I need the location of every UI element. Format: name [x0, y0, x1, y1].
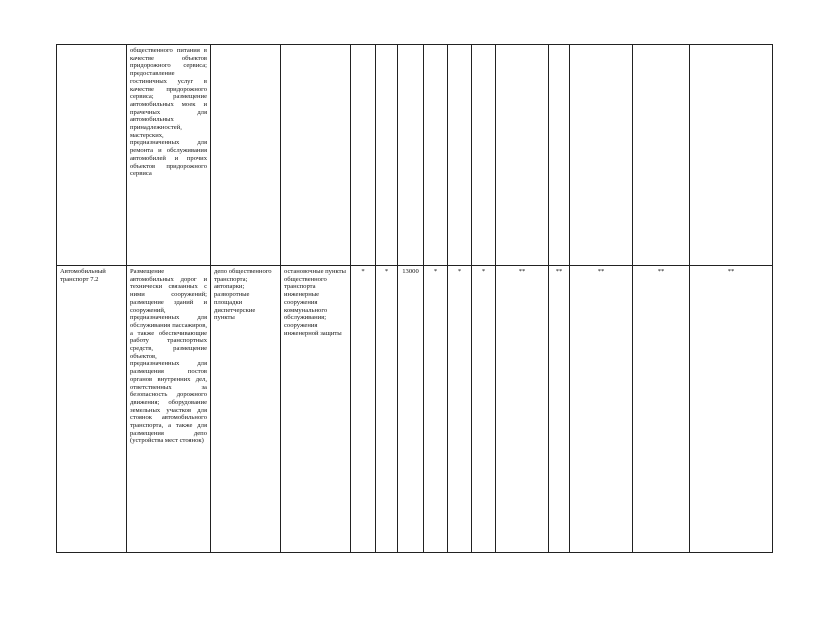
param-cell: *	[448, 266, 472, 553]
land-use-regulations-table	[56, 44, 773, 553]
conditional-use-cell: остановочные пункты общественного транспорта инженерные сооружения коммунального обслуживания; сооружения инженерной защиты	[281, 266, 351, 553]
auxiliary-use-cell: депо общественного транспорта; автопарки; разворотные площадки диспетчерские пункты	[211, 266, 281, 553]
param-cell: **	[690, 266, 773, 553]
param-cell	[376, 45, 398, 266]
auxiliary-use-cell	[211, 45, 281, 266]
param-cell: *	[351, 266, 376, 553]
param-cell: *	[376, 266, 398, 553]
use-description-cell: общественного питания в качестве объектов придорожного сервиса; предоставление гостиничных услуг в качестве придорожного сервиса; размещение автомобильных моек и прачечных для автомобильных принадлежностей, мастерских, предназначенных для ремонта и обслуживания автомобилей и прочих объектов придорожного сервиса	[127, 45, 211, 266]
conditional-use-cell	[281, 45, 351, 266]
param-cell: 13000	[398, 266, 424, 553]
param-cell: *	[424, 266, 448, 553]
param-cell: **	[633, 266, 690, 553]
permitted-use-code-cell: Автомобильный транспорт 7.2	[57, 266, 127, 553]
param-cell	[448, 45, 472, 266]
param-cell	[690, 45, 773, 266]
param-cell	[549, 45, 570, 266]
param-cell	[570, 45, 633, 266]
table-row	[57, 45, 773, 266]
param-cell	[633, 45, 690, 266]
table-row	[57, 266, 773, 553]
use-description-cell: Размещение автомобильных дорог и технически связанных с ними сооружений; размещение зданий и сооружений, предназначенных для обслуживания пассажиров, а также обеспечивающие работу транспортных средств, размещение объектов, предназначенных для размещения постов органов внутренних дел, ответственных за безопасность дорожного движения; оборудование земельных участков для стоянок автомобильного транспорта, а также для размещения депо (устройства мест стоянок)	[127, 266, 211, 553]
param-cell: *	[472, 266, 496, 553]
param-cell	[424, 45, 448, 266]
param-cell: **	[549, 266, 570, 553]
param-cell	[398, 45, 424, 266]
param-cell	[496, 45, 549, 266]
param-cell	[472, 45, 496, 266]
param-cell: **	[496, 266, 549, 553]
param-cell: **	[570, 266, 633, 553]
param-cell	[351, 45, 376, 266]
permitted-use-code-cell	[57, 45, 127, 266]
